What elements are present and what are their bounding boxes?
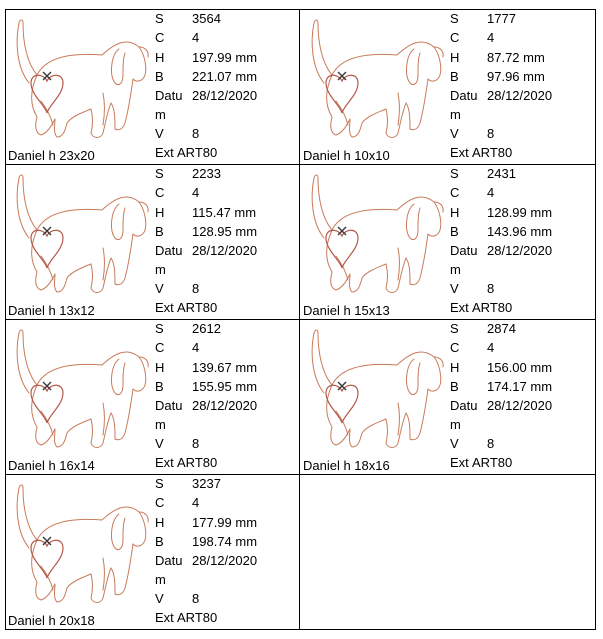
design-name: Daniel h 18x16: [303, 458, 390, 473]
version-value: 8: [192, 591, 200, 607]
height-row: [450, 48, 594, 67]
design-catalog-sheet: [5, 9, 596, 631]
height-label: H: [155, 359, 165, 375]
stitch-count-label: S: [450, 321, 459, 336]
color-count-value: 4: [487, 185, 495, 201]
height-row: [155, 48, 299, 67]
extension-value: ART80: [472, 145, 513, 161]
color-count-label: C: [155, 340, 165, 356]
design-name: Daniel h 16x14: [8, 458, 95, 473]
version-label: V: [155, 591, 164, 607]
stitch-count-label: S: [450, 166, 459, 181]
width-value: 221.07 mm: [192, 68, 258, 84]
stitch-count-value: 2874: [487, 321, 516, 336]
date-label: Datum: [450, 88, 478, 123]
version-value: 8: [192, 281, 200, 297]
extension-row: [155, 143, 299, 162]
design-preview: [302, 13, 448, 145]
height-value: 115.47 mm: [192, 204, 257, 220]
date-label: Datum: [450, 243, 478, 278]
color-count-value: 4: [192, 30, 200, 46]
design-preview: [7, 168, 153, 300]
date-label: Datum: [155, 88, 183, 123]
design-card[interactable]: [5, 474, 299, 629]
date-value: 28/12/2020: [487, 243, 553, 259]
stitch-count-value: 2612: [192, 321, 221, 336]
version-label: V: [450, 281, 459, 297]
dachshund-heart-icon: [7, 13, 153, 145]
height-row: [450, 358, 594, 377]
extension-value: ART80: [177, 455, 218, 471]
width-label: B: [450, 378, 459, 394]
extension-row: [450, 298, 594, 317]
extension-label: Ext: [450, 145, 469, 161]
stitch-count-label: S: [155, 166, 164, 181]
extension-value: ART80: [472, 455, 513, 471]
height-label: H: [450, 359, 460, 375]
height-value: 177.99 mm: [192, 514, 258, 530]
date-value: 28/12/2020: [192, 88, 258, 104]
height-value: 197.99 mm: [192, 49, 258, 65]
date-row: [155, 396, 299, 434]
version-row: [155, 124, 299, 143]
color-count-value: 4: [487, 30, 495, 46]
date-label: Datum: [155, 398, 183, 433]
date-value: 28/12/2020: [192, 243, 258, 259]
stitch-count-row: [450, 9, 594, 28]
design-preview: [7, 13, 153, 145]
height-label: H: [155, 514, 165, 530]
date-row: [450, 396, 594, 434]
extension-row: [155, 608, 299, 627]
stitch-count-label: S: [450, 11, 459, 26]
width-row: [450, 222, 594, 241]
design-name: Daniel h 13x12: [8, 303, 95, 318]
design-card[interactable]: [300, 9, 594, 164]
stitch-count-row: [155, 474, 299, 493]
color-count-value: 4: [192, 340, 200, 356]
width-value: 97.96 mm: [487, 68, 545, 84]
dachshund-heart-icon: [7, 478, 153, 610]
color-count-value: 4: [192, 185, 200, 201]
design-preview: [302, 168, 448, 300]
version-value: 8: [192, 436, 200, 452]
design-preview: [7, 478, 153, 610]
height-row: [450, 203, 594, 222]
width-label: B: [155, 223, 164, 239]
dachshund-heart-icon: [302, 168, 448, 300]
width-label: B: [155, 533, 164, 549]
height-label: H: [155, 204, 165, 220]
extension-value: ART80: [472, 300, 513, 316]
height-value: 87.72 mm: [487, 49, 545, 65]
stitch-count-value: 3564: [192, 11, 221, 26]
date-value: 28/12/2020: [192, 398, 258, 414]
extension-row: [450, 453, 594, 472]
design-card[interactable]: [5, 164, 299, 319]
date-value: 28/12/2020: [487, 398, 553, 414]
extension-label: Ext: [450, 455, 469, 471]
design-card[interactable]: [300, 164, 594, 319]
version-row: [450, 279, 594, 298]
design-name: Daniel h 23x20: [8, 148, 95, 163]
color-count-row: [155, 28, 299, 47]
design-card[interactable]: [300, 319, 594, 474]
version-row: [155, 589, 299, 608]
color-count-value: 4: [192, 495, 200, 511]
color-count-label: C: [450, 30, 460, 46]
version-value: 8: [487, 436, 495, 452]
width-row: [155, 532, 299, 551]
height-label: H: [450, 204, 460, 220]
extension-row: [155, 298, 299, 317]
color-count-label: C: [450, 185, 460, 201]
extension-value: ART80: [177, 145, 218, 161]
stitch-count-label: S: [155, 321, 164, 336]
version-row: [155, 279, 299, 298]
stitch-count-row: [155, 164, 299, 183]
version-label: V: [155, 436, 164, 452]
color-count-label: C: [155, 185, 165, 201]
color-count-label: C: [155, 495, 165, 511]
height-value: 128.99 mm: [487, 204, 553, 220]
extension-row: [155, 453, 299, 472]
width-value: 128.95 mm: [192, 223, 258, 239]
stitch-count-value: 1777: [487, 11, 516, 26]
row-divider-1: [5, 164, 596, 165]
height-row: [155, 203, 299, 222]
version-value: 8: [487, 281, 495, 297]
design-name: Daniel h 20x18: [8, 613, 95, 628]
stitch-count-label: S: [155, 11, 164, 26]
height-row: [155, 358, 299, 377]
color-count-row: [450, 28, 594, 47]
date-row: [155, 86, 299, 124]
table-border-bottom: [5, 629, 596, 630]
color-count-row: [155, 338, 299, 357]
color-count-value: 4: [487, 340, 495, 356]
width-value: 198.74 mm: [192, 533, 258, 549]
width-label: B: [155, 378, 164, 394]
stitch-count-label: S: [155, 476, 164, 491]
width-label: B: [450, 68, 459, 84]
height-label: H: [450, 49, 460, 65]
version-row: [155, 434, 299, 453]
version-row: [450, 434, 594, 453]
row-divider-3: [5, 474, 596, 475]
color-count-label: C: [155, 30, 165, 46]
design-info: [155, 319, 299, 473]
dachshund-heart-icon: [302, 323, 448, 455]
dachshund-heart-icon: [7, 168, 153, 300]
extension-label: Ext: [155, 455, 174, 471]
table-border-top: [5, 9, 596, 10]
design-info: [450, 9, 594, 163]
height-label: H: [155, 49, 165, 65]
dachshund-heart-icon: [302, 13, 448, 145]
version-label: V: [450, 436, 459, 452]
height-value: 139.67 mm: [192, 359, 258, 375]
extension-value: ART80: [177, 610, 218, 626]
date-label: Datum: [450, 398, 478, 433]
height-row: [155, 513, 299, 532]
design-info: [155, 474, 299, 628]
width-row: [155, 377, 299, 396]
width-label: B: [155, 68, 164, 84]
design-info: [450, 319, 594, 473]
date-row: [450, 241, 594, 279]
stitch-count-value: 2431: [487, 166, 516, 181]
color-count-row: [155, 183, 299, 202]
color-count-row: [155, 493, 299, 512]
date-row: [155, 241, 299, 279]
extension-label: Ext: [155, 145, 174, 161]
color-count-row: [450, 183, 594, 202]
version-label: V: [155, 126, 164, 142]
date-label: Datum: [155, 553, 183, 588]
version-label: V: [450, 126, 459, 142]
width-row: [155, 222, 299, 241]
extension-value: ART80: [177, 300, 218, 316]
design-info: [450, 164, 594, 318]
width-label: B: [450, 223, 459, 239]
extension-label: Ext: [450, 300, 469, 316]
version-value: 8: [192, 126, 200, 142]
design-card[interactable]: [5, 9, 299, 164]
extension-label: Ext: [155, 610, 174, 626]
width-value: 174.17 mm: [487, 378, 553, 394]
version-row: [450, 124, 594, 143]
design-card[interactable]: [5, 319, 299, 474]
stitch-count-row: [155, 319, 299, 338]
stitch-count-row: [155, 9, 299, 28]
width-value: 155.95 mm: [192, 378, 258, 394]
dachshund-heart-icon: [7, 323, 153, 455]
stitch-count-row: [450, 164, 594, 183]
height-value: 156.00 mm: [487, 359, 553, 375]
design-preview: [7, 323, 153, 455]
width-row: [155, 67, 299, 86]
date-row: [155, 551, 299, 589]
stitch-count-row: [450, 319, 594, 338]
date-value: 28/12/2020: [487, 88, 553, 104]
design-name: Daniel h 15x13: [303, 303, 390, 318]
stitch-count-value: 2233: [192, 166, 221, 181]
design-name: Daniel h 10x10: [303, 148, 390, 163]
width-row: [450, 67, 594, 86]
design-info: [155, 164, 299, 318]
version-value: 8: [487, 126, 495, 142]
date-value: 28/12/2020: [192, 553, 258, 569]
color-count-row: [450, 338, 594, 357]
version-label: V: [155, 281, 164, 297]
color-count-label: C: [450, 340, 460, 356]
design-preview: [302, 323, 448, 455]
row-divider-2: [5, 319, 596, 320]
date-label: Datum: [155, 243, 183, 278]
extension-row: [450, 143, 594, 162]
design-info: [155, 9, 299, 163]
date-row: [450, 86, 594, 124]
width-row: [450, 377, 594, 396]
width-value: 143.96 mm: [487, 223, 553, 239]
extension-label: Ext: [155, 300, 174, 316]
stitch-count-value: 3237: [192, 476, 221, 491]
